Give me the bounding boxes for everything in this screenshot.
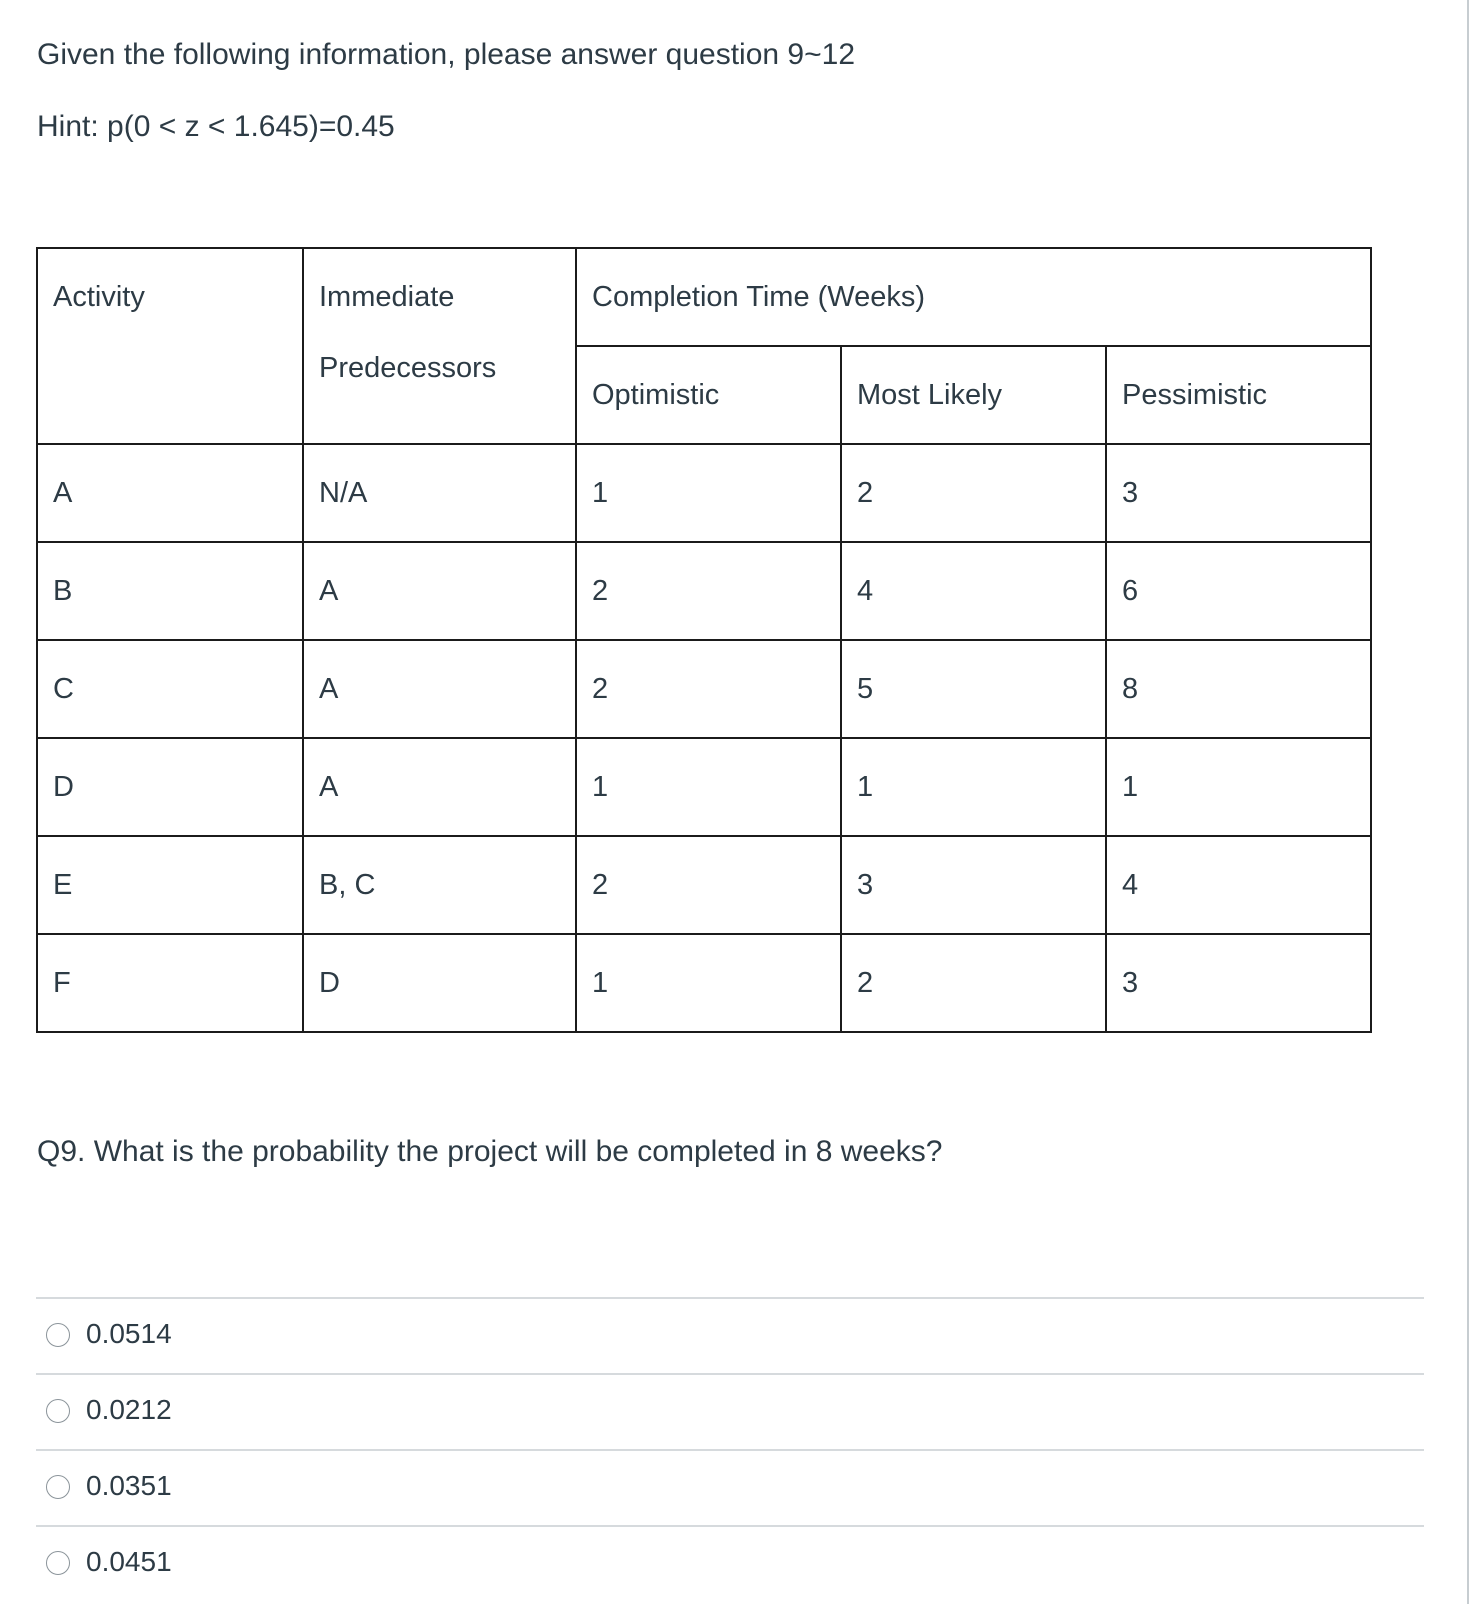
cell-pessimistic: 4 — [1106, 836, 1371, 934]
cell-activity: D — [37, 738, 303, 836]
cell-activity: F — [37, 934, 303, 1032]
cell-pessimistic: 1 — [1106, 738, 1371, 836]
answer-option-label[interactable]: 0.0212 — [86, 1394, 172, 1425]
radio-button[interactable] — [46, 1551, 70, 1575]
activity-table — [36, 247, 1372, 1033]
answer-option[interactable] — [36, 1525, 1424, 1601]
answer-option[interactable] — [36, 1449, 1424, 1525]
cell-optimistic: 2 — [576, 542, 841, 640]
page-right-border — [1467, 0, 1469, 1604]
table-row — [37, 640, 1371, 738]
header-optimistic: Optimistic — [576, 346, 841, 444]
cell-predecessor: A — [303, 738, 576, 836]
cell-most-likely: 4 — [841, 542, 1106, 640]
answer-option[interactable] — [36, 1373, 1424, 1449]
cell-most-likely: 5 — [841, 640, 1106, 738]
table-row — [37, 836, 1371, 934]
radio-button[interactable] — [46, 1323, 70, 1347]
header-predecessors — [303, 248, 576, 444]
cell-pessimistic: 3 — [1106, 444, 1371, 542]
header-predecessors-line1: Immediate — [319, 281, 455, 313]
cell-activity: E — [37, 836, 303, 934]
answer-option[interactable] — [36, 1297, 1424, 1373]
cell-optimistic: 1 — [576, 444, 841, 542]
question-text: Q9. What is the probability the project will be completed in 8 weeks? — [37, 1135, 943, 1168]
cell-predecessor: A — [303, 640, 576, 738]
cell-predecessor: N/A — [303, 444, 576, 542]
cell-optimistic: 1 — [576, 934, 841, 1032]
table-row — [37, 444, 1371, 542]
cell-optimistic: 1 — [576, 738, 841, 836]
answer-option-label[interactable]: 0.0451 — [86, 1546, 172, 1577]
cell-pessimistic: 6 — [1106, 542, 1371, 640]
cell-activity: C — [37, 640, 303, 738]
intro-text: Given the following information, please answer question 9~12 — [37, 38, 855, 71]
table-header-row — [37, 248, 1371, 346]
radio-button[interactable] — [46, 1399, 70, 1423]
cell-predecessor: B, C — [303, 836, 576, 934]
cell-pessimistic: 8 — [1106, 640, 1371, 738]
cell-most-likely: 3 — [841, 836, 1106, 934]
header-pessimistic: Pessimistic — [1106, 346, 1371, 444]
header-most-likely: Most Likely — [841, 346, 1106, 444]
answer-option-label[interactable]: 0.0351 — [86, 1470, 172, 1501]
cell-activity: B — [37, 542, 303, 640]
radio-button[interactable] — [46, 1475, 70, 1499]
header-activity: Activity — [37, 248, 303, 444]
cell-most-likely: 2 — [841, 934, 1106, 1032]
cell-pessimistic: 3 — [1106, 934, 1371, 1032]
table-row — [37, 934, 1371, 1032]
header-predecessors-line2: Predecessors — [319, 352, 497, 384]
cell-optimistic: 2 — [576, 836, 841, 934]
cell-predecessor: A — [303, 542, 576, 640]
header-completion-time: Completion Time (Weeks) — [576, 248, 1371, 346]
answer-options — [36, 1297, 1424, 1601]
cell-most-likely: 1 — [841, 738, 1106, 836]
cell-most-likely: 2 — [841, 444, 1106, 542]
answer-option-label[interactable]: 0.0514 — [86, 1318, 172, 1349]
cell-activity: A — [37, 444, 303, 542]
table-row — [37, 542, 1371, 640]
cell-predecessor: D — [303, 934, 576, 1032]
cell-optimistic: 2 — [576, 640, 841, 738]
table-row — [37, 738, 1371, 836]
hint-text: Hint: p(0 < z < 1.645)=0.45 — [37, 110, 395, 143]
